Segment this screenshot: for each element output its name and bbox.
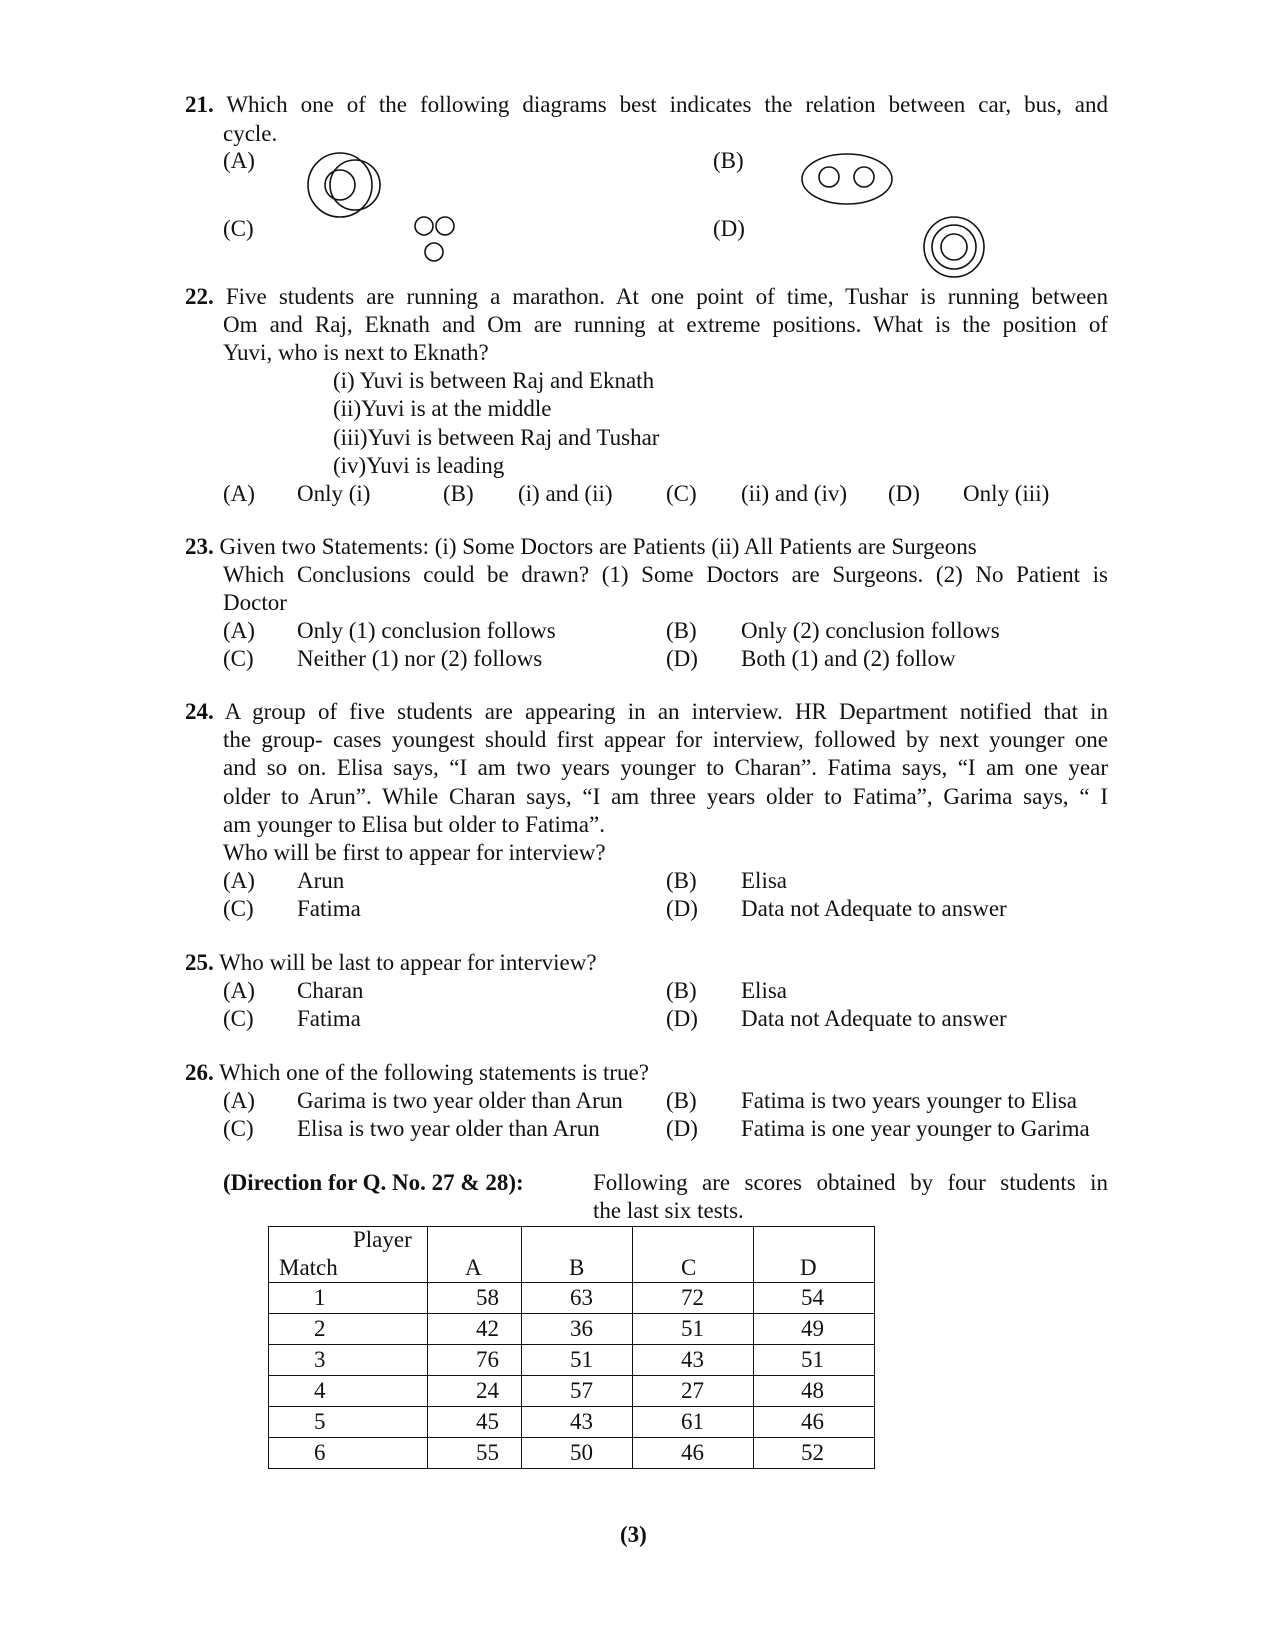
option-b-text: Only (2) conclusion follows	[741, 618, 1000, 643]
question-21-line-1	[185, 92, 1108, 118]
option-d-label: (D)	[713, 216, 745, 241]
option-a-label: (A)	[223, 978, 255, 1003]
question-21-line-2: cycle.	[223, 121, 278, 146]
option-d-text: Data not Adequate to answer	[741, 896, 1007, 921]
corner-player-label: Player	[353, 1227, 412, 1252]
table-row	[269, 1283, 875, 1314]
option-c-text: Elisa is two year older than Arun	[297, 1116, 600, 1141]
question-24-line-2: the group- cases youngest should first appear for interview, followed by next younger one	[223, 727, 1108, 752]
column-header-label: D	[800, 1255, 817, 1280]
option-a-label: (A)	[223, 868, 255, 893]
statement-ii: (ii)Yuvi is at the middle	[333, 396, 552, 421]
option-d-text: Only (iii)	[963, 481, 1050, 506]
question-23-line-1	[185, 534, 977, 560]
option-a-text: Arun	[297, 868, 345, 893]
option-a-label: (A)	[223, 1088, 255, 1113]
option-a-label: (A)	[223, 618, 255, 643]
diagram-c-separate-circles-icon	[414, 214, 468, 266]
option-c-label: (C)	[223, 216, 254, 241]
option-d-label: (D)	[666, 896, 698, 921]
column-header-a	[428, 1227, 522, 1283]
option-d-label: (D)	[666, 1006, 698, 1031]
question-text: Given two Statements: (i) Some Doctors are Patients (ii) All Patients are Surgeons	[219, 534, 977, 559]
table-row	[269, 1407, 875, 1438]
score-cell: 46	[754, 1407, 875, 1438]
question-number: 22.	[185, 284, 214, 309]
question-text: Which one of the following diagrams best indicates the relation between car, bus, and	[226, 92, 1108, 117]
table-row	[269, 1376, 875, 1407]
corner-match-label: Match	[279, 1255, 338, 1280]
option-b-text: Elisa	[741, 868, 787, 893]
table-row	[269, 1345, 875, 1376]
column-header-label: B	[569, 1255, 585, 1280]
option-b-text: (i) and (ii)	[518, 481, 613, 506]
score-cell: 72	[633, 1283, 754, 1314]
option-d-text: Both (1) and (2) follow	[741, 646, 956, 671]
statement-i: (i) Yuvi is between Raj and Eknath	[333, 368, 655, 393]
score-cell: 36	[522, 1314, 633, 1345]
option-b-label: (B)	[666, 618, 697, 643]
option-c-text: Fatima	[297, 896, 361, 921]
diagram-a-overlapping-circles-icon	[300, 152, 390, 218]
option-c-text: Fatima	[297, 1006, 361, 1031]
question-22-line-1	[185, 284, 1108, 310]
question-text: Five students are running a marathon. At one point of time, Tushar is running between	[225, 284, 1109, 309]
score-cell: 57	[522, 1376, 633, 1407]
question-23-line-3: Doctor	[223, 590, 287, 615]
column-header-d	[754, 1227, 875, 1283]
statement-iii: (iii)Yuvi is between Raj and Tushar	[333, 425, 660, 450]
option-b-text: Fatima is two years younger to Elisa	[741, 1088, 1077, 1113]
option-a-label: (A)	[223, 481, 255, 506]
match-cell: 2	[269, 1314, 428, 1345]
question-24-line-4: older to Arun”. While Charan says, “I am three years older to Fatima”, Garima says, “ I	[223, 784, 1108, 809]
option-b-text: Elisa	[741, 978, 787, 1003]
column-header-b	[522, 1227, 633, 1283]
score-cell: 43	[633, 1345, 754, 1376]
table-corner-cell	[269, 1227, 428, 1283]
scores-table	[268, 1226, 875, 1469]
question-text: Who will be last to appear for interview?	[219, 950, 597, 975]
question-25-line-1	[185, 950, 597, 976]
table-header-row	[269, 1227, 875, 1283]
score-cell: 52	[754, 1438, 875, 1469]
option-d-label: (D)	[666, 1116, 698, 1141]
option-a-text: Only (i)	[297, 481, 371, 506]
option-c-label: (C)	[223, 1006, 254, 1031]
column-header-c	[633, 1227, 754, 1283]
option-c-label: (C)	[666, 481, 697, 506]
question-number: 24.	[185, 699, 214, 724]
question-22-line-3: Yuvi, who is next to Eknath?	[223, 340, 489, 365]
score-cell: 51	[522, 1345, 633, 1376]
diagram-b-two-circles-in-oval-icon	[800, 152, 896, 206]
question-number: 21.	[185, 92, 214, 117]
column-header-label: A	[465, 1255, 482, 1280]
score-cell: 76	[428, 1345, 522, 1376]
match-cell: 5	[269, 1407, 428, 1438]
question-24-line-5: am younger to Elisa but older to Fatima”.	[223, 812, 605, 837]
score-cell: 43	[522, 1407, 633, 1438]
score-cell: 51	[633, 1314, 754, 1345]
question-number: 23.	[185, 534, 214, 559]
direction-line-2: the last six tests.	[593, 1198, 744, 1223]
direction-label: (Direction for Q. No. 27 & 28):	[223, 1170, 524, 1195]
option-a-text: Charan	[297, 978, 364, 1003]
score-cell: 48	[754, 1376, 875, 1407]
option-a-text: Garima is two year older than Arun	[297, 1088, 623, 1113]
score-cell: 24	[428, 1376, 522, 1407]
option-c-label: (C)	[223, 646, 254, 671]
option-c-label: (C)	[223, 1116, 254, 1141]
score-cell: 50	[522, 1438, 633, 1469]
score-cell: 58	[428, 1283, 522, 1314]
question-26-line-1	[185, 1060, 649, 1086]
score-cell: 46	[633, 1438, 754, 1469]
option-a-text: Only (1) conclusion follows	[297, 618, 556, 643]
option-c-label: (C)	[223, 896, 254, 921]
page-number: (3)	[620, 1522, 647, 1547]
question-number: 25.	[185, 950, 214, 975]
column-header-label: C	[681, 1255, 697, 1280]
score-cell: 63	[522, 1283, 633, 1314]
match-cell: 6	[269, 1438, 428, 1469]
question-number: 26.	[185, 1060, 214, 1085]
option-c-text: Neither (1) nor (2) follows	[297, 646, 543, 671]
score-cell: 45	[428, 1407, 522, 1438]
option-b-label: (B)	[666, 868, 697, 893]
diagram-d-concentric-circles-icon	[922, 215, 986, 279]
option-b-label: (B)	[666, 978, 697, 1003]
option-b-label: (B)	[713, 148, 744, 173]
option-d-text: Data not Adequate to answer	[741, 1006, 1007, 1031]
option-d-text: Fatima is one year younger to Garima	[741, 1116, 1090, 1141]
match-cell: 3	[269, 1345, 428, 1376]
table-row	[269, 1438, 875, 1469]
table-row	[269, 1314, 875, 1345]
match-cell: 1	[269, 1283, 428, 1314]
option-d-label: (D)	[888, 481, 920, 506]
option-a-label: (A)	[223, 148, 255, 173]
question-23-line-2: Which Conclusions could be drawn? (1) Some Doctors are Surgeons. (2) No Patient is	[223, 562, 1108, 587]
score-cell: 27	[633, 1376, 754, 1407]
match-cell: 4	[269, 1376, 428, 1407]
question-24-line-3: and so on. Elisa says, “I am two years younger to Charan”. Fatima says, “I am one year	[223, 755, 1108, 780]
statement-iv: (iv)Yuvi is leading	[333, 453, 505, 478]
score-cell: 55	[428, 1438, 522, 1469]
option-d-label: (D)	[666, 646, 698, 671]
score-cell: 61	[633, 1407, 754, 1438]
question-text: A group of five students are appearing in an interview. HR Department notified that in	[224, 699, 1109, 724]
question-24-line-6: Who will be first to appear for interview?	[223, 840, 606, 865]
score-cell: 51	[754, 1345, 875, 1376]
option-b-label: (B)	[443, 481, 474, 506]
option-c-text: (ii) and (iv)	[741, 481, 848, 506]
score-cell: 49	[754, 1314, 875, 1345]
question-text: Which one of the following statements is true?	[219, 1060, 649, 1085]
direction-line-1: Following are scores obtained by four students in	[593, 1170, 1108, 1195]
option-b-label: (B)	[666, 1088, 697, 1113]
question-22-line-2: Om and Raj, Eknath and Om are running at extreme positions. What is the position of	[223, 312, 1108, 337]
score-cell: 42	[428, 1314, 522, 1345]
score-cell: 54	[754, 1283, 875, 1314]
question-24-line-1	[185, 699, 1108, 725]
